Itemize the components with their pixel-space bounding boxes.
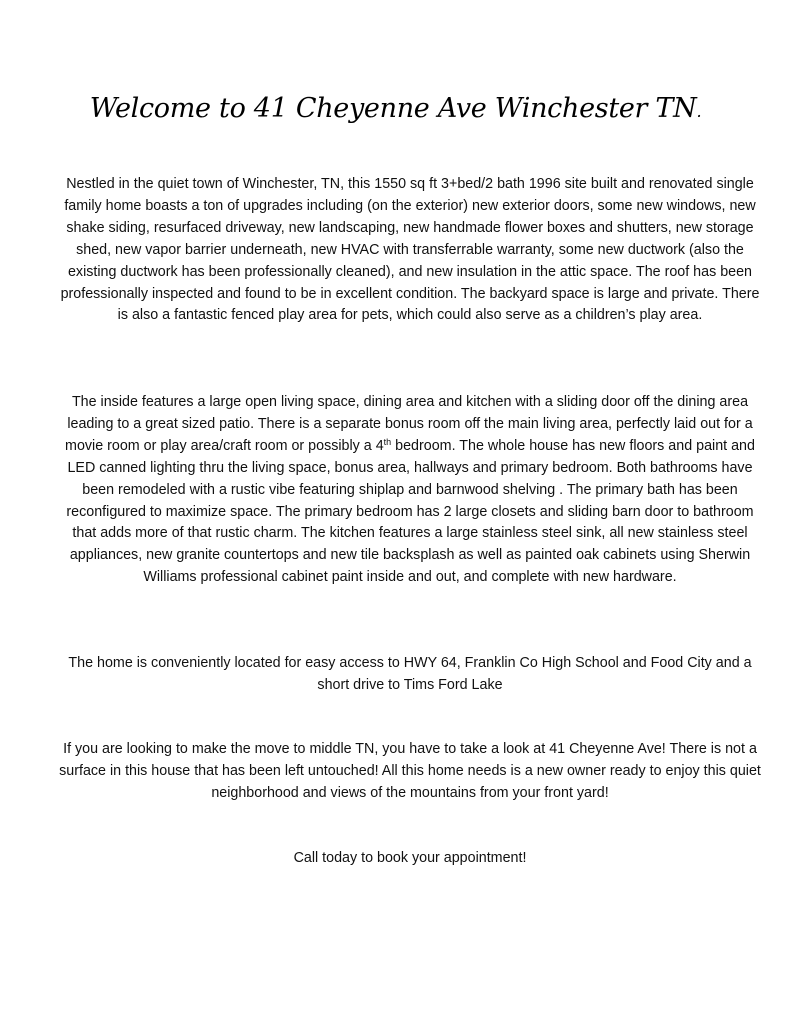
paragraph-interior (56, 392, 764, 589)
paragraph-interior-part-1: The inside features a large open living space, dining area and kitchen with a sliding door off the dining area leading to a great sized patio. There is a separate bonus room off the main living area, perfectly laid out for a movie room or play area/craft room or possibly a 4 (65, 394, 753, 454)
title-text: Welcome to 41 Cheyenne Ave Winchester TN (89, 93, 697, 124)
page-title (0, 92, 791, 129)
title-period: . (696, 102, 702, 121)
paragraph-exterior: Nestled in the quiet town of Winchester, TN, this 1550 sq ft 3+bed/2 bath 1996 site built and renovated single family home boasts a ton of upgrades including (on the exterior) new exterior doors, some new windows, new shake siding, resurfaced driveway, new landscaping, new handmade flower boxes and shutters, new storage shed, new vapor barrier underneath, new HVAC with transferrable warranty, some new ductwork (also the existing ductwork has been professionally cleaned), and new insulation in the attic space. The roof has been professionally inspected and found to be in excellent condition. The backyard space is large and private. There is also a fantastic fenced play area for pets, which could also serve as a children’s play area. (60, 176, 760, 324)
call-to-action: Call today to book your appointment! (293, 850, 527, 866)
ordinal-suffix: th (383, 436, 392, 447)
paragraph-interior-part-2: bedroom. The whole house has new floors and paint and LED canned lighting thru the living space, bonus area, hallways and primary bedroom. Both bathrooms have been remodeled with a rustic vibe featuring shiplap and barnwood shelving . The primary bath has been reconfigured to maximize space. The primary bedroom has 2 large closets and sliding barn door to bathroom that adds more of that rustic charm. The kitchen features a large stainless steel sink, all new stainless steel appliances, new granite countertops and new tile backsplash as well as painted oak cabinets using Sherwin Williams professional cabinet paint inside and out, and complete with new hardware. (66, 437, 755, 586)
paragraph-closing: If you are looking to make the move to middle TN, you have to take a look at 41 Cheyenne Ave! There is not a surface in this house that has been left untouched! All this home needs is a new owner ready to enjoy this quiet neighborhood and views of the mountains from your front yard! (59, 741, 761, 801)
paragraph-location: The home is conveniently located for easy access to HWY 64, Franklin Co High School and Food City and a short drive to Tims Ford Lake (68, 655, 752, 693)
